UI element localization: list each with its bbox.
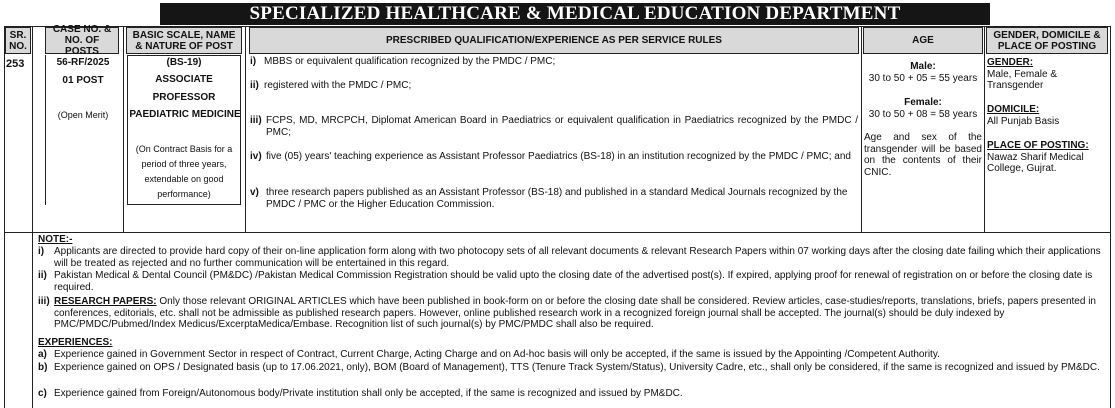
merit-type: (Open Merit)	[57, 110, 109, 120]
row-sr: 253	[6, 58, 25, 70]
notes-divider	[32, 232, 33, 408]
header-sr: SR. NO.	[5, 27, 31, 54]
case-number: 56-RF/2025	[56, 57, 110, 68]
posting-label: PLACE OF POSTING:	[987, 140, 1089, 151]
qualification-item: iii) FCPS, MD, MRCPCH, Diplomat American Board in Paediatrics or equivalent qualification in Paediatrics recognized by the PMDC / PMC;	[250, 115, 858, 138]
age-transgender-note: Age and sex of the transgender will be based on the contents of their CNIC.	[864, 132, 982, 178]
header-qualification: PRESCRIBED QUALIFICATION/EXPERIENCE AS PER SERVICE RULES	[249, 27, 859, 54]
qualification-item: iv) five (05) years' teaching experience as Assistant Professor Paediatrics (BS-18) in an institution recognized by the PMDC / PMC; and	[250, 151, 851, 162]
note-heading: NOTE:-	[38, 234, 73, 245]
table-left-border	[4, 26, 5, 408]
age-male: 30 to 50 + 05 = 55 years	[868, 73, 978, 84]
header-gender: GENDER, DOMICILE & PLACE OF POSTING	[986, 27, 1108, 54]
post-name-line3: PAEDIATRIC MEDICINE	[129, 109, 241, 120]
post-count: 01 POST	[62, 75, 104, 86]
age-female-label: Female:	[904, 97, 942, 108]
header-age: AGE	[863, 27, 983, 54]
qualification-item: i) MBBS or equivalent qualification recognized by the PMDC / PMC;	[250, 56, 556, 67]
age-male-label: Male:	[910, 61, 936, 72]
note-item: iii) RESEARCH PAPERS: Only those relevant ORIGINAL ARTICLES which have been published in book-form on or before the closing date shall be considered. Review articles, case-studies/reports, translations, briefs, papers presented in conferences, editorials, etc. shall not be admissible as published research papers. However, online published research work in a recognized foreign journal shall be accepted. The journal(s) should be duly indexed by PMC/PMDC/Pubmed/Index Medicus/ExcerptaMedica/Embase. Recognition list of such journal(s) by PMC/PMDC shall also be required.	[38, 296, 1096, 330]
domicile-label: DOMICILE:	[987, 104, 1040, 115]
row-bottom-border	[4, 232, 1111, 233]
post-nature: (On Contract Basis for a period of three years, extendable on good performance)	[135, 144, 233, 199]
post-name-line2: PROFESSOR	[152, 92, 216, 103]
experience-item: c) Experience gained from Foreign/Autonomous body/Private institution shall only be accepted, if the same is recognized and issued by PM&DC.	[38, 388, 683, 399]
col-divider	[245, 27, 246, 232]
note-item: ii) Pakistan Medical & Dental Council (PM&DC) /Pakistan Medical Commission Registration should be valid upto the closing date of the advertised post(s). If expired, applying proof for renewal of registration on or before the closing date is required.	[38, 270, 1093, 293]
post-name-line1: ASSOCIATE	[155, 74, 213, 85]
age-female: 30 to 50 + 08 = 58 years	[868, 109, 978, 120]
col-divider	[123, 27, 124, 232]
experience-item: b) Experience gained on OPS / Designated basis (up to 17.06.2021, only), BOM (Board of Management), TTS (Tenure Track System/Status), University Cadre, etc., shall only be considered, if the same is recognized and issued by PM&DC.	[38, 362, 1100, 373]
header-case: CASE NO. & NO. OF POSTS	[45, 27, 119, 54]
col-divider	[861, 27, 862, 232]
gender-value: Male, Female & Transgender	[987, 69, 1058, 91]
header-scale: BASIC SCALE, NAME & NATURE OF POST	[126, 27, 242, 54]
table-right-border	[1110, 26, 1111, 408]
posting-value: Nawaz Sharif Medical College, Gujrat.	[987, 152, 1084, 174]
col-divider	[32, 27, 33, 232]
domicile-value: All Punjab Basis	[987, 116, 1060, 127]
gender-label: GENDER:	[987, 57, 1034, 68]
experiences-heading: EXPERIENCES:	[38, 337, 113, 348]
col-divider	[984, 27, 985, 232]
qualification-item: ii) registered with the PMDC / PMC;	[250, 80, 412, 91]
qualification-item: v) three research papers published as an Assistant Professor (BS-18) and published in a standard Medical Journals recognized by the PMDC / PMC or the Higher Education Commission.	[250, 187, 848, 210]
note-item: i) Applicants are directed to provide hard copy of their on-line application form along with two photocopy sets of all relevant documents & relevant Research Papers within 07 working days after the closing date failing which their applications will be treated as rejected and no further communication will be entertained in this regard.	[38, 246, 1101, 269]
basic-scale: (BS-19)	[166, 57, 202, 68]
department-title: SPECIALIZED HEALTHCARE & MEDICAL EDUCATION DEPARTMENT	[160, 3, 990, 25]
experience-item: a) Experience gained in Government Sector in respect of Contract, Current Charge, Acting Charge and on Ad-hoc basis will only be accepted, if the same is issued by the Appointing /Competent Authority.	[38, 349, 940, 360]
